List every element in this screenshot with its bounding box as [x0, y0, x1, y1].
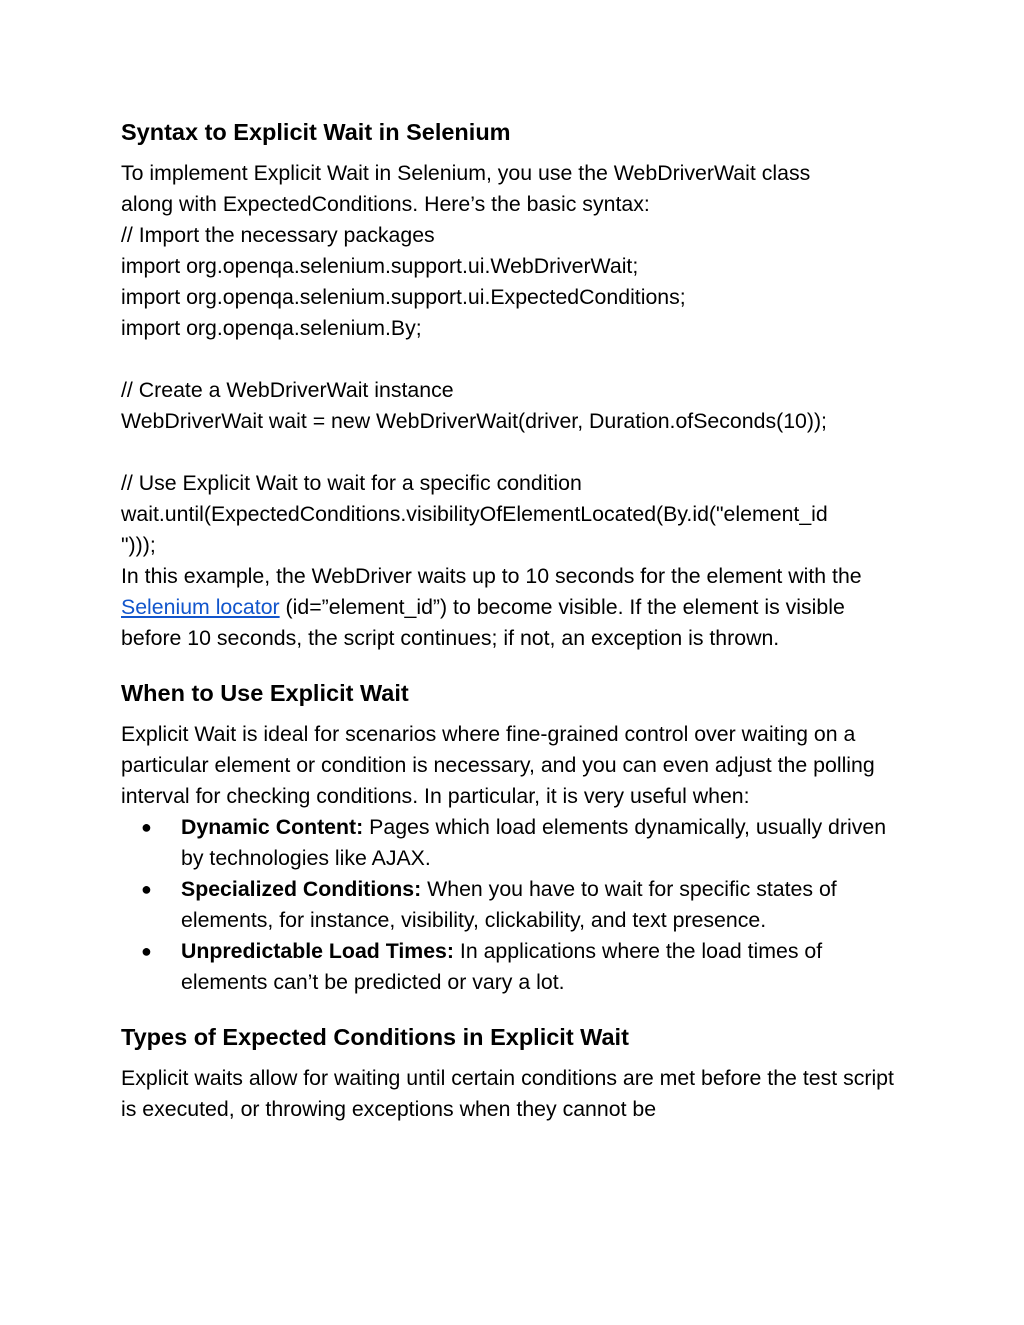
code-line: // Import the necessary packages — [121, 223, 435, 247]
explanation-text-after-link: (id=”element_id”) to become visible. If the element is visible before 10 seconds, the script continues; if not, an exception is thrown. — [121, 595, 845, 650]
use-case-list — [121, 812, 911, 998]
section-heading-when-to-use: When to Use Explicit Wait — [121, 680, 409, 706]
bullet-icon: ● — [141, 941, 152, 961]
list-item — [121, 874, 911, 936]
code-line: wait.until(ExpectedConditions.visibilityOfElementLocated(By.id("element_id — [121, 502, 828, 526]
document-page — [121, 117, 911, 1125]
when-to-use-paragraph: Explicit Wait is ideal for scenarios where fine-grained control over waiting on a particular element or condition is necessary, and you can even adjust the polling interval for checking conditions. In particular, it is very useful when: — [121, 722, 875, 808]
intro-line-1: To implement Explicit Wait in Selenium, you use the WebDriverWait class — [121, 161, 811, 185]
code-line: // Create a WebDriverWait instance — [121, 378, 454, 402]
bullet-text: In applications where the load times of elements can’t be predicted or vary a lot. — [181, 939, 823, 994]
intro-line-2: along with ExpectedConditions. Here’s the basic syntax: — [121, 192, 650, 216]
bullet-icon: ● — [141, 879, 152, 899]
code-line: WebDriverWait wait = new WebDriverWait(driver, Duration.ofSeconds(10)); — [121, 409, 827, 433]
expected-conditions-paragraph: Explicit waits allow for waiting until certain conditions are met before the test script is executed, or throwing exceptions when they cannot be — [121, 1066, 894, 1121]
section-heading-expected-conditions: Types of Expected Conditions in Explicit Wait — [121, 1024, 629, 1050]
selenium-locator-link[interactable]: Selenium locator — [121, 595, 280, 619]
code-line: "))); — [121, 533, 156, 557]
list-item — [121, 812, 911, 874]
section-heading-syntax: Syntax to Explicit Wait in Selenium — [121, 119, 511, 145]
bullet-text: Pages which load elements dynamically, usually driven by technologies like AJAX. — [181, 815, 887, 870]
bullet-text: When you have to wait for specific states of elements, for instance, visibility, clickability, and text presence. — [181, 877, 837, 932]
code-line: import org.openqa.selenium.By; — [121, 316, 422, 340]
code-blank-line — [121, 344, 911, 375]
bullet-term: Dynamic Content: — [181, 815, 364, 839]
code-blank-line — [121, 437, 911, 468]
bullet-icon: ● — [141, 817, 152, 837]
code-line: import org.openqa.selenium.support.ui.WebDriverWait; — [121, 254, 639, 278]
example-explanation — [121, 561, 911, 654]
code-line: // Use Explicit Wait to wait for a specific condition — [121, 471, 582, 495]
list-item — [121, 936, 911, 998]
code-snippet — [121, 220, 911, 561]
bullet-term: Specialized Conditions: — [181, 877, 422, 901]
bullet-term: Unpredictable Load Times: — [181, 939, 454, 963]
explanation-text-before-link: In this example, the WebDriver waits up to 10 seconds for the element with the — [121, 564, 862, 588]
code-line: import org.openqa.selenium.support.ui.ExpectedConditions; — [121, 285, 686, 309]
